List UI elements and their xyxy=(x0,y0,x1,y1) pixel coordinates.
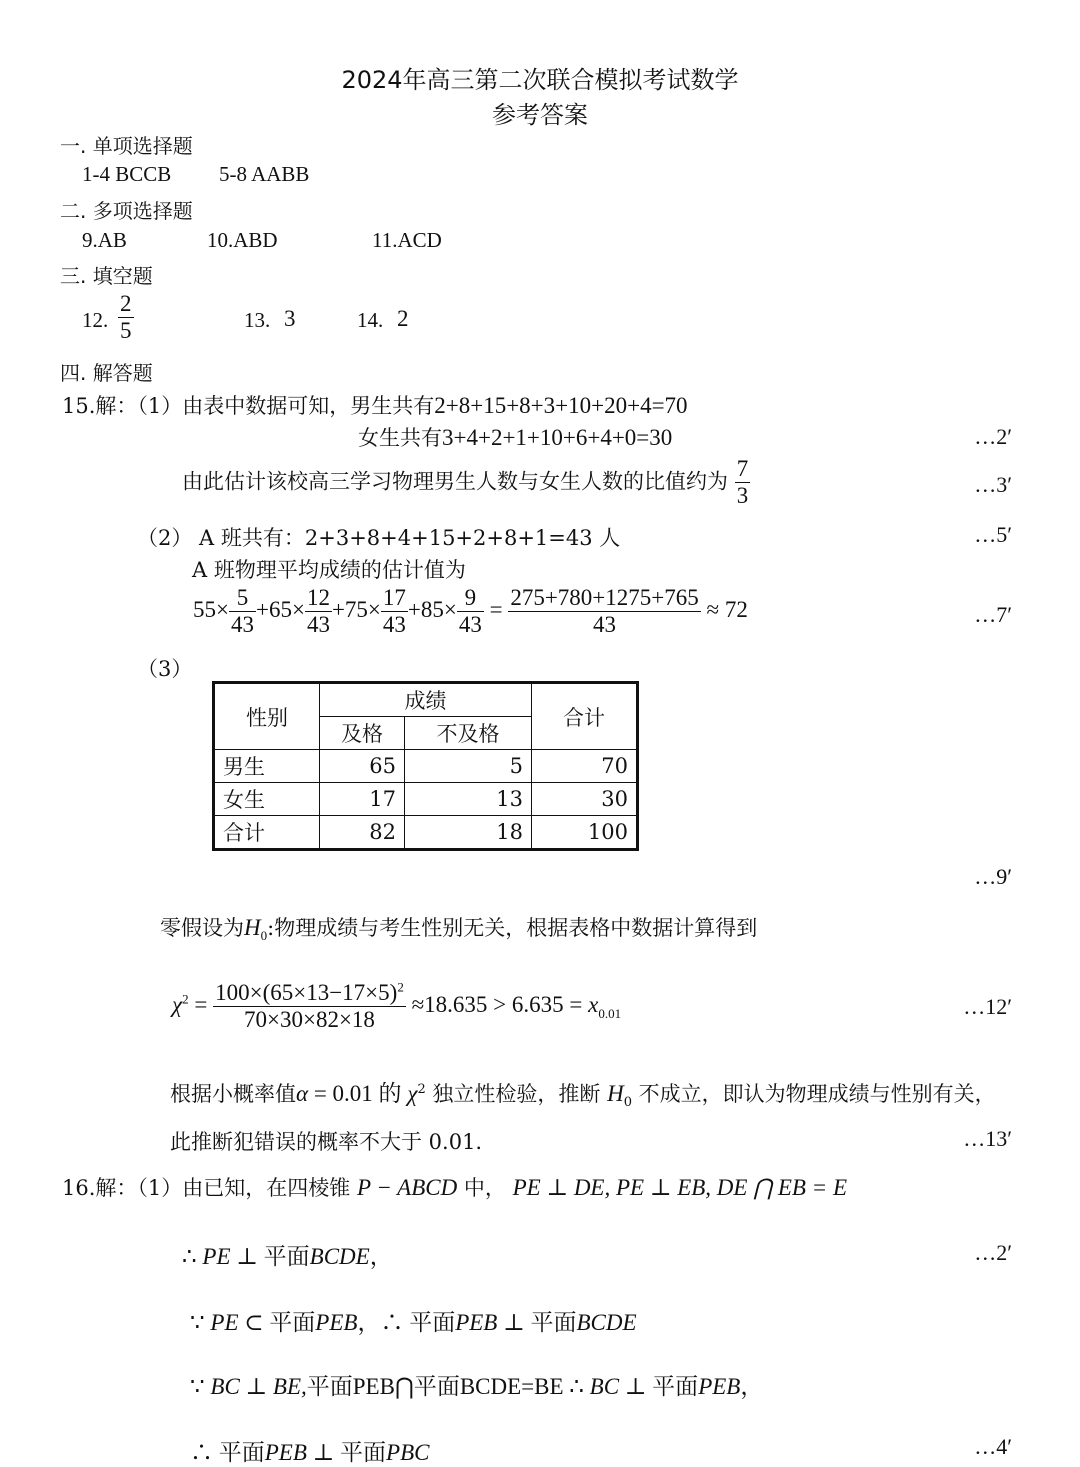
alpha-value: = 0.01 的 xyxy=(308,1081,408,1106)
cell-total: 100 xyxy=(532,816,638,850)
subset-plane: ⊂ 平面 xyxy=(238,1310,316,1335)
table-row xyxy=(214,750,638,783)
fraction-denominator: 3 xyxy=(736,483,749,509)
null-hypothesis-line xyxy=(160,912,757,944)
plane-peb: PEB xyxy=(698,1374,741,1399)
plane-intersection: 平面PEB⋂平面BCDE=BE ∴ xyxy=(306,1374,590,1399)
perp-plane: ⊥ 平面 xyxy=(230,1244,310,1269)
symbol-x: x xyxy=(588,992,599,1018)
score-mark: …2′ xyxy=(974,424,1012,449)
q16-text: 16.解：（1）由已知，在四棱锥 xyxy=(62,1176,357,1200)
cell-fail: 13 xyxy=(405,783,532,816)
page-title: 2024年高三第二次联合模拟考试数学 xyxy=(341,66,739,94)
answer-12-fraction xyxy=(118,291,134,345)
therefore-symbol: ∴ xyxy=(182,1244,203,1269)
score-mark: …9′ xyxy=(974,864,1012,889)
fraction-denominator: 43 xyxy=(593,612,617,638)
hypothesis-text: :物理成绩与考生性别无关，根据表格中数据计算得到 xyxy=(267,916,758,940)
row-label: 男生 xyxy=(214,750,320,783)
fraction-denominator: 43 xyxy=(458,612,482,638)
answer-11: 11.ACD xyxy=(372,228,442,252)
perp-condition: BC ⊥ BE, xyxy=(210,1374,307,1399)
plane-peb: PEB xyxy=(264,1440,307,1465)
fraction-denominator: 43 xyxy=(382,612,406,638)
ratio-text: 由此估计该校高三学习物理男生人数与女生人数的比值约为 xyxy=(182,469,728,494)
plane-peb: PEB xyxy=(315,1310,358,1335)
q16-step1 xyxy=(182,1238,393,1271)
male-sum: 2+8+15+8+3+10+20+4=70 xyxy=(434,393,688,418)
punct: ， xyxy=(740,1374,764,1399)
table-row xyxy=(214,816,638,850)
average-formula xyxy=(193,585,748,639)
row-label: 女生 xyxy=(214,783,320,816)
alpha-symbol: α xyxy=(296,1081,309,1106)
perp-plane: ⊥ 平面 xyxy=(497,1310,577,1335)
perp-plane: ⊥ 平面 xyxy=(619,1374,699,1399)
answer-12-label: 12. xyxy=(82,308,109,332)
cell-fail: 18 xyxy=(405,816,532,850)
section-single-choice: 一. 单项选择题 xyxy=(60,134,193,158)
q15-average-label: A 班物理平均成绩的估计值为 xyxy=(192,558,466,582)
answer-1-4: 1-4 BCCB xyxy=(82,162,172,186)
row-label: 合计 xyxy=(214,816,320,850)
perp-plane: ⊥ 平面 xyxy=(306,1440,387,1465)
conclusion-text: 独立性检验，推断 xyxy=(425,1082,608,1106)
table-row xyxy=(214,783,638,816)
conclusion-text: 不成立，即认为物理成绩与性别有关， xyxy=(631,1082,996,1106)
superscript: 2 xyxy=(182,991,189,1007)
header-pass: 及格 xyxy=(320,717,405,750)
fraction-denominator: 43 xyxy=(306,612,330,638)
score-mark: …3′ xyxy=(974,472,1012,497)
score-mark: …7′ xyxy=(974,602,1012,627)
approx-result: ≈ 72 xyxy=(706,597,748,623)
subscript: 0 xyxy=(623,1095,632,1111)
q15-part3-label: （3） xyxy=(137,657,193,681)
because-symbol: ∵ xyxy=(190,1374,211,1399)
therefore-plane: ∴ 平面 xyxy=(190,1440,265,1465)
q16-step3 xyxy=(190,1368,763,1401)
plane-pbc: PBC xyxy=(386,1440,430,1465)
cell-total: 30 xyxy=(532,783,638,816)
plane-bcde: BCDE xyxy=(576,1310,637,1335)
female-sum: 3+4+2+1+10+6+4+0=30 xyxy=(442,425,673,450)
chi-symbol: χ xyxy=(407,1081,418,1106)
score-mark: …12′ xyxy=(963,994,1012,1019)
conclusion-line-2: 此推断犯错误的概率不大于 0.01. xyxy=(170,1130,483,1154)
fraction-numerator: 7 xyxy=(735,456,751,483)
chi-symbol: χ xyxy=(172,992,183,1018)
ratio-fraction xyxy=(735,456,751,510)
answer-13-value: 3 xyxy=(284,306,296,331)
chi-square-formula xyxy=(172,980,621,1034)
q16-step2 xyxy=(190,1304,637,1337)
cell-pass: 65 xyxy=(320,750,405,783)
q16-intro-line xyxy=(62,1172,847,1202)
punct: ， xyxy=(369,1244,393,1269)
fraction-numerator: 9 xyxy=(457,585,484,612)
section-solutions: 四. 解答题 xyxy=(60,361,153,385)
header-fail: 不及格 xyxy=(405,717,532,750)
term: +75× xyxy=(331,597,381,623)
line-pe: PE xyxy=(210,1310,239,1335)
cell-fail: 5 xyxy=(405,750,532,783)
subscript: 0.01 xyxy=(598,1005,622,1021)
chi-result: ≈18.635 > 6.635 = xyxy=(411,992,589,1018)
q15-ratio-line xyxy=(182,456,750,510)
hypothesis-text: 零假设为 xyxy=(160,916,244,940)
subscript: 0 xyxy=(260,928,268,944)
given-conditions: PE ⊥ DE, PE ⊥ EB, DE ⋂ EB = E xyxy=(512,1175,848,1200)
header-total: 合计 xyxy=(532,683,638,750)
therefore-plane: ，∴ 平面 xyxy=(357,1310,456,1335)
symbol-h: H xyxy=(244,915,261,940)
score-mark: …13′ xyxy=(963,1126,1012,1151)
section-multi-choice: 二. 多项选择题 xyxy=(60,199,193,223)
header-gender: 性别 xyxy=(214,683,320,750)
q15-part2-line: （2） A 班共有：2+3+8+4+15+2+8+1=43 人 xyxy=(137,526,621,550)
plane-bcde: BCDE xyxy=(309,1244,370,1269)
fraction-numerator: 5 xyxy=(229,585,256,612)
section-fill-blank: 三. 填空题 xyxy=(60,264,153,288)
conclusion-line xyxy=(170,1075,996,1110)
q15-female-line xyxy=(358,422,672,452)
fraction-numerator: 2 xyxy=(118,291,134,318)
score-mark: …4′ xyxy=(974,1434,1012,1459)
because-symbol: ∵ xyxy=(190,1310,211,1335)
fraction-denominator: 43 xyxy=(230,612,254,638)
term: +65× xyxy=(255,597,305,623)
fraction-numerator: 275+780+1275+765 xyxy=(508,585,700,612)
term: 55× xyxy=(193,597,229,623)
fraction-numerator: 100×(65×13−17×5) xyxy=(215,980,398,1005)
q15-intro: 15.解：（1）由表中数据可知，男生共有 xyxy=(62,394,435,418)
answer-5-8: 5-8 AABB xyxy=(219,162,310,186)
q16-text: 中， xyxy=(457,1176,513,1200)
superscript: 2 xyxy=(417,1082,426,1097)
symbol-h: H xyxy=(607,1081,624,1106)
pyramid-label: P − ABCD xyxy=(356,1175,458,1200)
plane-peb: PEB xyxy=(455,1310,498,1335)
fraction-numerator: 12 xyxy=(305,585,332,612)
term: +85× xyxy=(407,597,457,623)
line-bc: BC xyxy=(589,1374,620,1399)
conclusion-text: 根据小概率值 xyxy=(170,1082,296,1106)
superscript: 2 xyxy=(397,979,404,995)
answer-14-label: 14. xyxy=(357,308,384,332)
answer-13-label: 13. xyxy=(244,308,271,332)
equals: = xyxy=(188,992,208,1018)
fraction-numerator: 17 xyxy=(381,585,408,612)
cell-total: 70 xyxy=(532,750,638,783)
female-label: 女生共有 xyxy=(358,426,442,450)
header-score: 成绩 xyxy=(320,683,532,717)
answer-9: 9.AB xyxy=(82,228,127,252)
equals: = xyxy=(489,597,503,623)
answer-14-value: 2 xyxy=(397,306,409,331)
fraction-denominator: 70×30×82×18 xyxy=(244,1007,375,1033)
cell-pass: 82 xyxy=(320,816,405,850)
fraction-denominator: 5 xyxy=(120,318,132,344)
score-mark: …2′ xyxy=(974,1240,1012,1265)
q16-step4 xyxy=(190,1434,430,1467)
q15-part1-line xyxy=(62,390,688,420)
cell-pass: 17 xyxy=(320,783,405,816)
score-mark: …5′ xyxy=(974,522,1012,547)
contingency-table xyxy=(212,681,639,851)
page-subtitle: 参考答案 xyxy=(492,101,588,129)
answer-10: 10.ABD xyxy=(207,228,278,252)
line-pe: PE xyxy=(202,1244,231,1269)
